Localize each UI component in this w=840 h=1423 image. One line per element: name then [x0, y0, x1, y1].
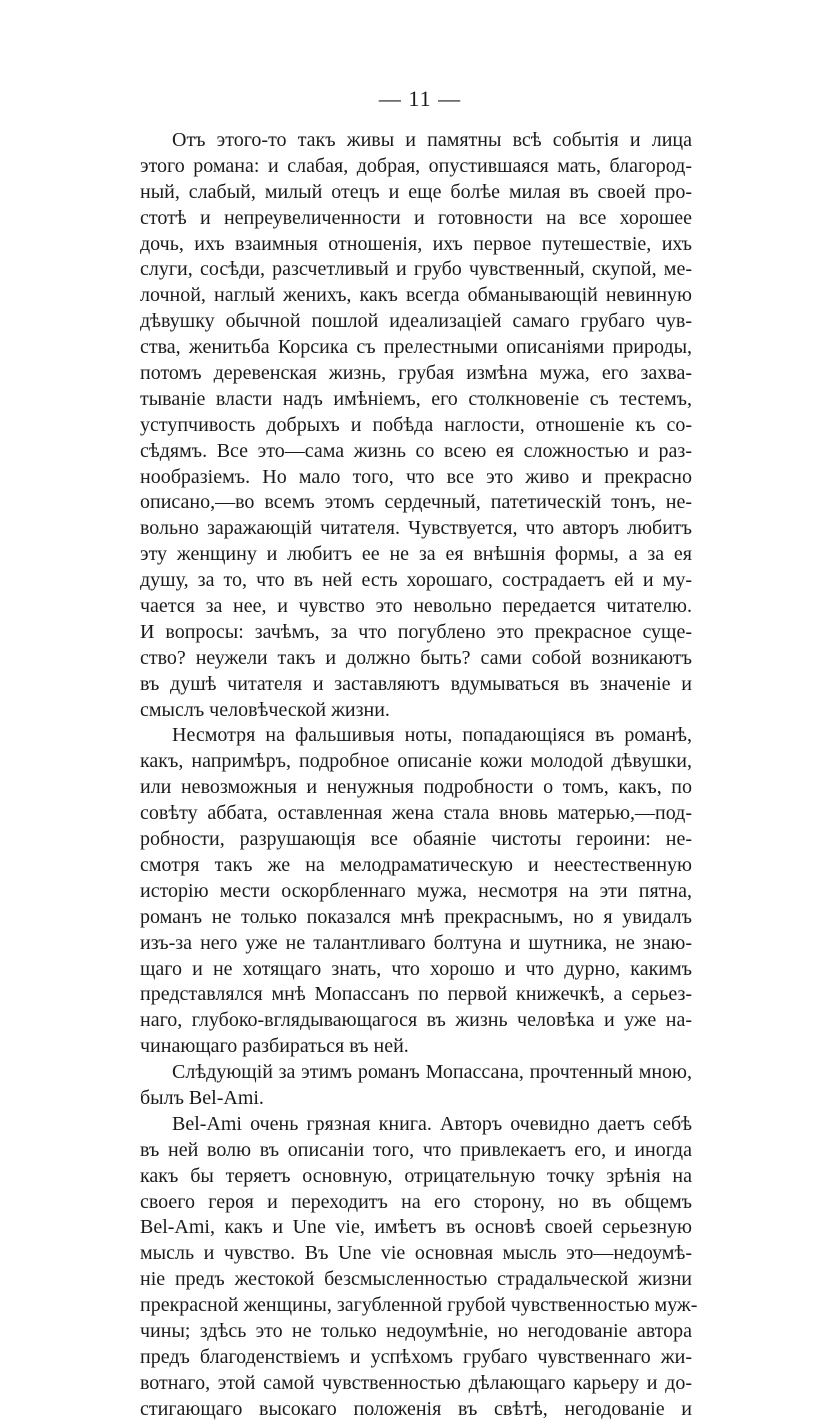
text-line: И вопросы: зачѣмъ, за что погублено это прекрасное суще-	[140, 620, 692, 643]
text-line: уступчивость добрыхъ и побѣда наглости, отношеніе къ со-	[140, 413, 692, 436]
text-line: былъ Bel-Ami.	[140, 1086, 264, 1109]
text-line: въ душѣ читателя и заставляютъ вдумываться въ значеніе и	[140, 672, 692, 695]
text-line: прекрасной женщины, загубленной грубой чувственностью муж-	[140, 1294, 698, 1317]
text-line: мысль и чувство. Въ Une vie основная мысль это—недоумѣ-	[140, 1242, 692, 1265]
text-line: какъ, напримѣръ, подробное описаніе кожи молодой дѣвушки,	[140, 750, 692, 773]
text-line: Bel-Ami очень грязная книга. Авторъ очевидно даетъ себѣ	[172, 1112, 692, 1135]
text-line: чины; здѣсь это не только недоумѣніе, но негодованіе автора	[140, 1319, 692, 1342]
text-line: чается за нее, и чувство это невольно передается читателю.	[140, 595, 692, 618]
text-line: ство? неужели такъ и должно быть? сами собой возникаютъ	[140, 646, 692, 669]
text-line: предъ благоденствіемъ и успѣхомъ грубаго чувственнаго жи-	[140, 1345, 692, 1368]
text-line: или невозможныя и ненужныя подробности о томъ, какъ, по	[140, 776, 692, 799]
text-line: смотря такъ же на мелодраматическую и неестественную	[140, 853, 692, 876]
text-line: тываніе власти надъ имѣніемъ, его столкновеніе съ тестемъ,	[140, 387, 692, 410]
text-line: наго, глубоко-вглядывающагося въ жизнь человѣка и уже на-	[140, 1009, 692, 1032]
text-line: совѣту аббата, оставленная жена стала вновь матерью,—под-	[140, 802, 692, 825]
text-line: Bel-Ami, какъ и Une vie, имѣетъ въ основѣ своей серьезную	[140, 1216, 692, 1239]
text-line: описано,—во всемъ этомъ сердечный, патетическій тонъ, не-	[140, 491, 692, 514]
page-number: — 11 —	[378, 86, 462, 111]
text-line: стотѣ и непреувеличенности и готовности на все хорошее	[140, 206, 692, 229]
text-line: нообразіемъ. Но мало того, что все это живо и прекрасно	[140, 465, 692, 488]
text-line: какъ бы теряетъ основную, отрицательную точку зрѣнія на	[140, 1164, 692, 1187]
text-line: Слѣдующій за этимъ романъ Мопассана, прочтенный мною,	[172, 1061, 692, 1084]
text-line: щаго и не хотящаго знать, что хорошо и что дурно, какимъ	[140, 957, 692, 980]
text-line: сѣдямъ. Все это—сама жизнь со всею ея сложностью и раз-	[140, 439, 692, 462]
text-line: своего героя и переходитъ на его сторону, но въ общемъ	[140, 1190, 692, 1213]
text-line: эту женщину и любитъ ее не за ея внѣшнія формы, а за ея	[140, 543, 692, 566]
text-line: стигающаго высокаго положенія въ свѣтѣ, негодованіе и	[140, 1397, 692, 1420]
text-line: Отъ этого-то такъ живы и памятны всѣ событія и лица	[172, 129, 692, 151]
text-line: потомъ деревенская жизнь, грубая измѣна мужа, его захва-	[140, 362, 692, 385]
text-line: изъ-за него уже не талантливаго болтуна и шутника, не знаю-	[140, 931, 692, 954]
text-line: ства, женитьба Корсика съ прелестными описаніями природы,	[140, 336, 692, 359]
text-line: вольно заражающій читателя. Чувствуется, что авторъ любитъ	[140, 517, 692, 540]
text-line: въ ней волю въ описаніи того, что привлекаетъ его, и иногда	[140, 1138, 692, 1161]
text-line: душу, за то, что въ ней есть хорошаго, сострадаетъ ей и му-	[140, 569, 692, 592]
text-line: дочь, ихъ взаимныя отношенія, ихъ первое путешествіе, ихъ	[140, 232, 692, 255]
text-line: ный, слабый, милый отецъ и еще болѣе милая въ своей про-	[140, 180, 692, 203]
text-line: слуги, сосѣди, разсчетливый и грубо чувственный, скупой, ме-	[140, 258, 692, 281]
text-line: чинающаго разбираться въ ней.	[140, 1035, 409, 1058]
text-line: ніе предъ жестокой безсмысленностью страдальческой жизни	[140, 1268, 692, 1291]
text-line: смыслъ человѣческой жизни.	[140, 698, 390, 721]
text-line: исторію мести оскорбленнаго мужа, несмотря на эти пятна,	[140, 879, 692, 902]
text-line: романъ не только показался мнѣ прекраснымъ, но я увидалъ	[140, 905, 692, 928]
body-text	[140, 128, 698, 1423]
text-line: вотнаго, этой самой чувственностью дѣлающаго карьеру и до-	[140, 1371, 692, 1394]
text-line: Несмотря на фальшивыя ноты, попадающіяся въ романѣ,	[172, 724, 692, 747]
text-line: этого романа: и слабая, добрая, опустившаяся мать, благород-	[140, 154, 692, 177]
text-line: лочной, наглый женихъ, какъ всегда обманывающій невинную	[140, 284, 692, 307]
text-line: дѣвушку обычной пошлой идеализаціей самаго грубаго чув-	[140, 310, 692, 333]
text-line: робности, разрушающія все обаяніе чистоты героини: не-	[140, 828, 692, 851]
text-line: представлялся мнѣ Мопассанъ по первой книжечкѣ, а серьез-	[140, 983, 692, 1006]
